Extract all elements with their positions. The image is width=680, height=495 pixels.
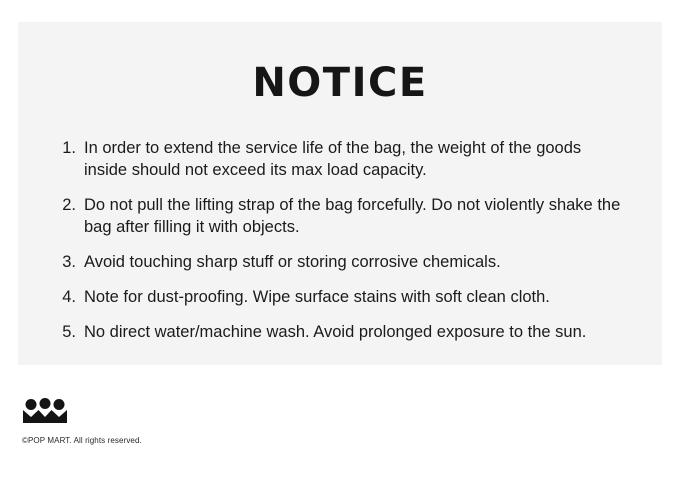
list-item-index: 5. <box>62 322 76 341</box>
list-item-index: 2. <box>62 195 76 214</box>
list-item <box>58 138 628 182</box>
list-item-index: 4. <box>62 287 76 306</box>
list-item <box>58 195 628 239</box>
list-item-index: 3. <box>62 252 76 271</box>
notice-card <box>18 22 662 365</box>
copyright-text: ©POP MART. All rights reserved. <box>22 436 142 445</box>
page-title: NOTICE <box>252 60 428 106</box>
popmart-logo-icon <box>22 398 68 424</box>
list-item-text: Do not pull the lifting strap of the bag forcefully. Do not violently shake the bag after filling it with objects. <box>84 195 621 236</box>
list-item <box>58 252 628 274</box>
list-item-text: In order to extend the service life of the bag, the weight of the goods inside should not exceed its max load capacity. <box>84 139 582 179</box>
list-item-text: Avoid touching sharp stuff or storing corrosive chemicals. <box>84 252 501 271</box>
list-item <box>58 322 628 344</box>
list-item <box>58 287 628 309</box>
list-item-text: Note for dust-proofing. Wipe surface stains with soft clean cloth. <box>84 287 550 306</box>
footer <box>22 398 322 445</box>
list-item-index: 1. <box>62 139 76 157</box>
list-item-text: No direct water/machine wash. Avoid prolonged exposure to the sun. <box>84 322 587 341</box>
notice-list <box>18 106 662 344</box>
